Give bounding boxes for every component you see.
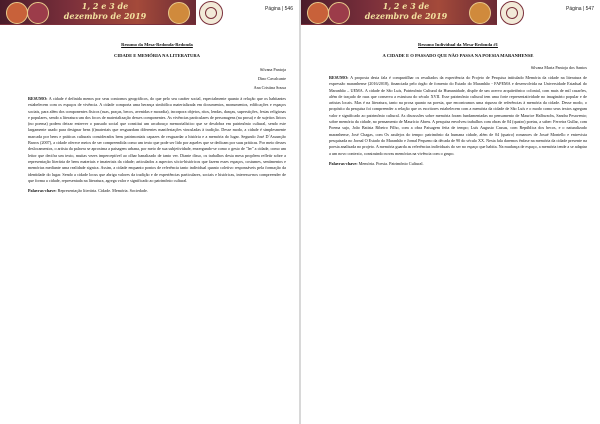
section-heading: Resumo da Mesa-Redonda-Redonda [121,42,193,47]
abstract-paragraph [329,75,587,157]
event-dates [351,1,461,21]
author-name: Ana Cristina Sousa [253,85,286,90]
event-banner-artwork [301,0,497,25]
ornament-icon [307,2,329,24]
paper-title: A CIDADE E O PASSADO QUE NÃO PASSA NA POESIA MARANHENSE [382,53,534,58]
event-dates-line2: dezembro de 2019 [364,11,448,21]
right-page [301,0,600,424]
author-name: Silvana Pantoja [259,67,286,72]
keywords-text: Representação literária. Cidade. Memória. Sociedade. [56,188,148,194]
event-banner-artwork [0,0,196,25]
institution-seal-icon [199,1,223,25]
event-dates-line1: 1, 2 e 3 de [382,1,430,11]
author-name: Dino Cavalcante [257,76,286,81]
keywords-label: Palavras-chave: [329,160,358,166]
abstract-label: RESUMO: [329,75,349,80]
ornament-icon [469,2,491,24]
abstract-label: RESUMO: [28,96,48,101]
event-banner [301,0,600,24]
author-name: Silvana Maria Pantoja dos Santos [530,65,587,70]
page-number: Página | 546 [265,6,293,12]
event-dates-line1: 1, 2 e 3 de [81,1,129,11]
page-number: Página | 547 [566,6,594,12]
abstract-paragraph [28,96,286,184]
ornament-icon [328,2,350,24]
abstract-text: A cidade é definida menos por seus contornos geográficos, do que pelo seu caráter social, especialmente quanto à relação que os habitantes estabelecem com os espaços de vivência. A cidade comporta uma herança simbólica materializada em documentos, monumentos, edificações e espaços sociais, para além dos componentes físicos (ruas, praças, becos, avenidas e moradia), incorpora objetos, ritos, lendas, danças, superstições, festas religiosas e populares, sendo a literatura um dos focos de materialização desses componentes. As vivências particulares de personagens (na prosa) e de sujeitos líricos (no poema) podem deixar entrever o passado social que constitui um arcabouço memorialístico que se desdobra em patrimônio cultural, sendo este largamente usado para designar bens (i)materiais que resguardam diferentes manifestações vinculadas à tradição. Desse modo, a cidade é simplesmente marcada por bens e práticas culturais considerados bens patrimoniais capazes de resguardar a história e a memória do lugar. Segundo José D´Assunção Barros (2007), a cidade oferece meios de ser compreendida como um texto que pode ser lido por aqueles que se dedicam por suas práticas. Por meio desses deslocamentos, o artista da palavra se aproxima a paisagem urbana, por meio de sua subjetividade, enxergando-se como o gesto de "ler" a cidade, como um leitor que decifra um texto, muitas vezes imperceptível ao olhar banalizado de tanto ver. Diante disso, os trabalhos desta mesa propõem refletir sobre a representação literária de bens materiais e imateriais da cidade; articulados a aspectos sócio-históricos que fazem esses espaços, costumes, sentimentos e memórias mediante uma realidade signica. Assim, a cidade enquanto pontos de referência tanto individual quanto coletivo responsáveis pela formação da identidade do lugar. Sendo a cidade locus que abriga valores da tradição e de experiências particulares, sociais e históricas, interessa-nos compreender de que forma a cidade, representada na literatura, agrega valor e significado ao patrimônio cultural. [28,96,286,183]
paper-title: CIDADE E MEMÓRIA NA LITERATURA [114,53,200,58]
right-page-content [329,42,587,167]
section-heading: Resumo Individual da Mesa-Redonda #1 [418,42,498,47]
author-list [28,65,286,92]
ornament-icon [6,2,28,24]
ornament-icon [168,2,190,24]
keywords-label: Palavras-chave: [28,188,57,194]
event-banner [0,0,299,24]
ornament-icon [27,2,49,24]
abstract-text: A proposta desta fala é compartilhar os resultados da experiência do Projeto de Pesquisa intitulado Memória da cidade na literatura de expressão maranhense (2016/2018), financiada pelo órgão de fomento do Estado do Maranhão - FAPEMA e desenvolvida na Universidade Estadual do Maranhão – UEMA. A cidade de São Luís, Patrimônio Cultural da Humanidade, dispõe de um acervo arquitetônico colonial, com mais de mil casarões, além de traçado de ruas que conserva a estrutura do século XVII. Esse patrimônio cultural tem uma forte representatividade no imaginário popular e de artistas locais. Mas é na literatura, tanto na prosa quanto na poesia, que encontramos uma riqueza de referências à memória da cidade. Desse modo, o propósito da pesquisa foi compreender a relação que os escritores estabelecem com a memória da cidade de São Luís e o modo como seus textos agregam valor e significado ao patrimônio cultural. As discussões sobre memória foram fundamentadas no pensamento de Maurice Halbwachs, Sandra Pesavento; sobre memória da cidade, no pensamento de Maurício Abreu. A pesquisa envolveu trabalhos com obras de 04 (quatro) poetas, a saber: Ferreira Gullar, com Poema sujo, João Batista Ribeiro Filho, com a obra Paisagem feita de tempo; Luís Augusto Cassas, com República dos becos, e o naturalizado maranhense, José Chagas, com Os azulejos do tempo: patrimônio da humana cidade, além de 04 (quatro) romances de Josué Montello e entrevista pesquisada no Jornal O Estado do Maranhão e Jornal Pequeno da década de 90 do século XX. Nesta fala daremos ênfase na memória da cidade presente na poesia analisada no projeto. A memória guarda as referências individuais do ser no espaço que habita. Na mudança de espaço, a memória tende a se adaptar a um novo contexto, construindo novas memórias na vivência com o grupo. [329,75,587,156]
event-dates-line2: dezembro de 2019 [63,11,147,21]
event-dates [50,1,160,21]
keywords-text: Memória. Poesia. Patrimônio Cultural. [357,160,424,166]
keywords-line [28,188,286,194]
left-page [0,0,299,424]
keywords-line [329,161,587,167]
left-page-content [28,42,286,194]
institution-seal-icon [500,1,524,25]
